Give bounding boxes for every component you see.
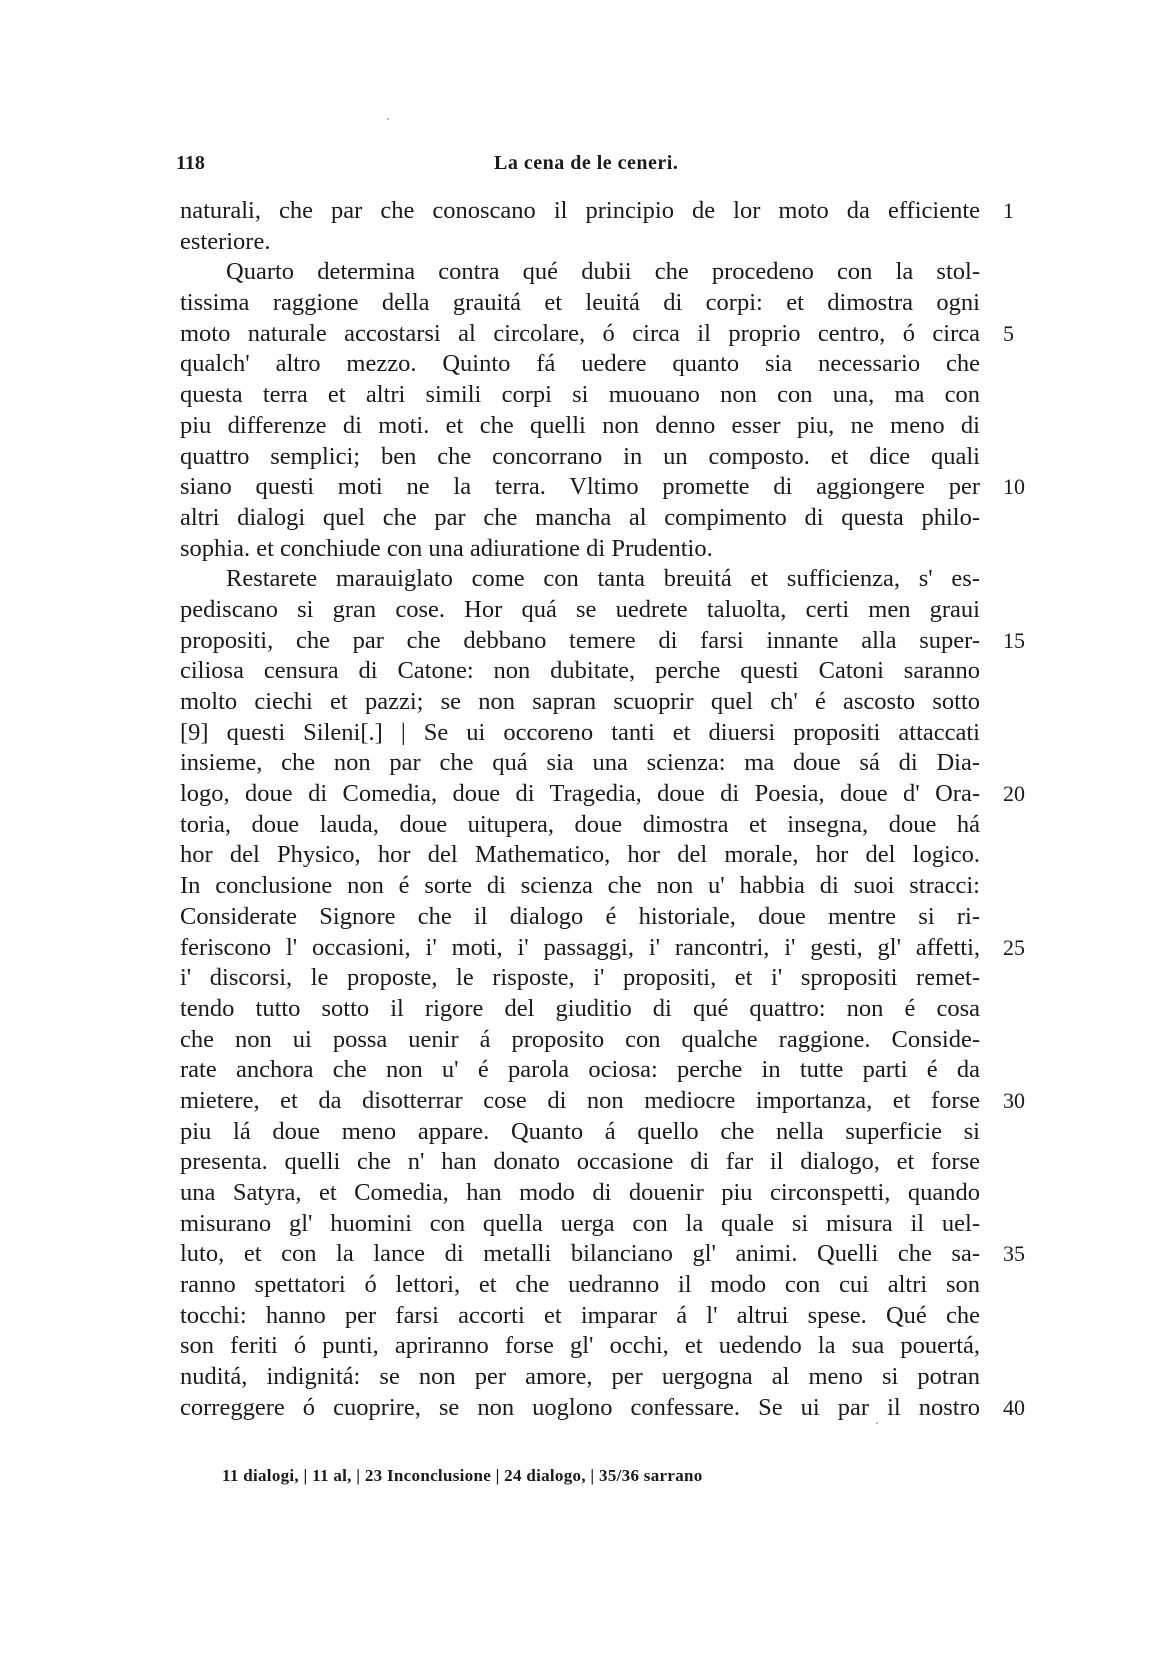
line-text: naturali, che par che conoscano il principio de lor moto da efficiente [180, 197, 980, 224]
line-text: ciliosa censura di Catone: non dubitate, perche questi Catoni saranno [180, 657, 980, 685]
line-text: Restarete marauiglato come con tanta breuitá et sufficienza, s' es- [226, 565, 980, 593]
line-text: In conclusione non é sorte di scienza che non u' habbia di suoi stracci: [180, 872, 980, 900]
line-text: luto, et con la lance di metalli bilanciano gl' animi. Quelli che sa- [180, 1240, 980, 1268]
text-line [180, 1393, 1025, 1424]
critical-apparatus: 11 dialogi, | 11 al, | 23 Inconclusione | 24 dialogo, | 35/36 sarrano [222, 1466, 703, 1485]
text-line [180, 227, 980, 258]
line-text: presenta. quelli che n' han donato occasione di far il dialogo, et forse [180, 1148, 980, 1176]
text-line [180, 534, 980, 565]
line-number: 20 [1003, 781, 1025, 807]
text-line [180, 380, 980, 411]
text-line [180, 810, 980, 841]
text-line [180, 902, 980, 933]
text-line [180, 963, 980, 994]
text-line [180, 1209, 980, 1240]
line-text: piu differenze di moti. et che quelli non denno esser piu, ne meno di [180, 411, 980, 439]
line-text: logo, doue di Comedia, doue di Tragedia, doue di Poesia, doue d' Ora- [180, 780, 980, 808]
text-line [180, 933, 1025, 964]
line-text: tendo tutto sotto il rigore del giuditio di qué quattro: non é cosa [180, 994, 980, 1022]
line-text: altri dialogi quel che par che mancha al compimento di questa philo- [180, 503, 980, 531]
text-line [180, 748, 980, 779]
line-number: 15 [1003, 627, 1025, 653]
line-text: toria, doue lauda, doue uitupera, doue dimostra et insegna, doue há [180, 810, 980, 838]
text-line [180, 656, 980, 687]
text-line [180, 687, 980, 718]
line-text: mietere, et da disotterrar cose di non mediocre importanza, et forse [180, 1086, 980, 1114]
line-number: 40 [1003, 1394, 1025, 1420]
line-text: son feriti ó punti, apriranno forse gl' occhi, et uedendo la sua pouertá, [180, 1332, 980, 1360]
line-text: una Satyra, et Comedia, han modo di douenir piu circonspetti, quando [180, 1179, 980, 1206]
text-line [180, 595, 980, 626]
line-text: propositi, che par che debbano temere di farsi innante alla super- [180, 626, 980, 654]
line-text: tocchi: hanno per farsi accorti et imparar á l' altrui spese. Qué che [180, 1301, 980, 1329]
text-line [180, 1301, 980, 1332]
text-line [180, 1025, 980, 1056]
line-text: Considerate Signore che il dialogo é historiale, doue mentre si ri- [180, 902, 980, 930]
line-text: nuditá, indignitá: se non per amore, per uergogna al meno si potran [180, 1363, 980, 1391]
line-number: 25 [1003, 934, 1025, 960]
text-line [180, 1239, 1025, 1270]
scan-speck [876, 1422, 878, 1424]
line-text: rate anchora che non u' é parola ociosa: perche in tutte parti é da [180, 1056, 980, 1084]
running-title: La cena de le ceneri. [494, 152, 679, 174]
line-text: misurano gl' huomini con quella uerga con la quale si misura il uel- [180, 1209, 980, 1237]
line-number: 10 [1003, 474, 1025, 500]
text-line [180, 1147, 980, 1178]
line-text: questa terra et altri simili corpi si muouano non con una, ma con [180, 381, 980, 409]
text-line [180, 994, 980, 1025]
line-text: moto naturale accostarsi al circolare, ó circa il proprio centro, ó circa [180, 319, 980, 347]
line-text: ranno spettatori ó lettori, et che uedranno il modo con cui altri son [180, 1271, 980, 1299]
text-line [180, 779, 1025, 810]
text-line [180, 840, 980, 871]
line-text: siano questi moti ne la terra. Vltimo promette di aggiongere per [180, 473, 980, 501]
text-line [180, 1270, 980, 1301]
line-text: pediscano si gran cose. Hor quá se uedrete taluolta, certi men graui [180, 595, 980, 623]
line-text: hor del Physico, hor del Mathematico, hor del morale, hor del logico. [180, 841, 980, 869]
body-text [180, 196, 1025, 1424]
line-text: tissima raggione della grauitá et leuitá di corpi: et dimostra ogni [180, 289, 980, 317]
line-text: molto ciechi et pazzi; se non sapran scuoprir quel ch' é ascosto sotto [180, 688, 980, 715]
line-number: 1 [1003, 198, 1014, 223]
text-line [180, 257, 980, 288]
text-line [180, 1178, 980, 1209]
text-line [180, 564, 980, 595]
text-line [180, 411, 980, 442]
line-text: feriscono l' occasioni, i' moti, i' passaggi, i' rancontri, i' gesti, gl' affetti, [180, 933, 980, 961]
line-text: esteriore. [180, 227, 271, 255]
line-number: 30 [1003, 1087, 1025, 1113]
text-line [180, 442, 980, 473]
line-text: [9] questi Sileni[.] | Se ui occoreno tanti et diuersi propositi attaccati [180, 718, 980, 746]
scan-speck [387, 118, 389, 120]
line-text: piu lá doue meno appare. Quanto á quello che nella superficie si [180, 1117, 980, 1145]
text-line [180, 1055, 980, 1086]
text-line [180, 1086, 1025, 1117]
text-line [180, 472, 1025, 503]
text-line [180, 503, 980, 534]
line-number: 5 [1003, 320, 1014, 346]
text-line [180, 626, 1025, 657]
text-line [180, 871, 980, 902]
page-number: 118 [176, 152, 205, 174]
line-text: Quarto determina contra qué dubii che procedeno con la stol- [226, 258, 980, 286]
line-text: che non ui possa uenir á proposito con qualche raggione. Conside- [180, 1025, 980, 1053]
line-text: quattro semplici; ben che concorrano in un composto. et dice quali [180, 442, 980, 470]
line-text: insieme, che non par che quá sia una scienza: ma doue sá di Dia- [180, 749, 980, 777]
line-number: 35 [1003, 1241, 1025, 1267]
text-line [180, 1331, 980, 1362]
line-text: qualch' altro mezzo. Quinto fá uedere quanto sia necessario che [180, 350, 980, 378]
line-text: sophia. et conchiude con una adiuratione di Prudentio. [180, 534, 713, 562]
text-line [180, 718, 980, 749]
text-line [180, 349, 980, 380]
text-line [180, 288, 980, 319]
line-text: correggere ó cuoprire, se non uoglono confessare. Se ui par il nostro [180, 1393, 980, 1421]
text-line [180, 1362, 980, 1393]
text-line [180, 196, 1014, 227]
page-header [176, 152, 982, 182]
line-text: i' discorsi, le proposte, le risposte, i' propositi, et i' spropositi remet- [180, 964, 980, 992]
text-line [180, 1117, 980, 1148]
text-line [180, 319, 1014, 350]
